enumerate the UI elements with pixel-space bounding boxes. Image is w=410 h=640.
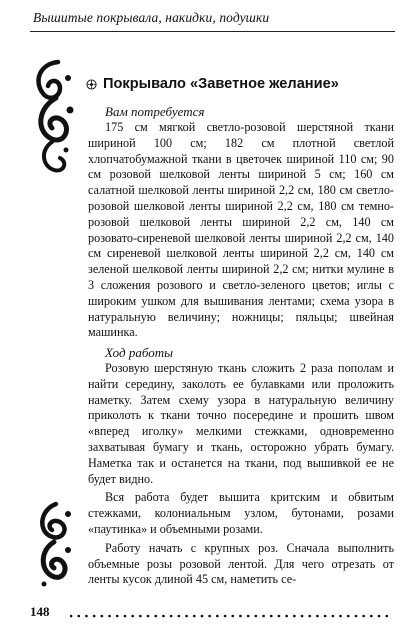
materials-paragraph: 175 см мягкой светло-розовой шерстяной ткани шириной 100 см; 182 см плотной светлой хлопчатобумажной ткани в цветочек шириной 110 см; 90 см розовой шелковой ленты шириной 5 см; 160 см салатной шелковой ленты шириной 2,2 см, 180 см светло-розовой шелковой ленты шириной 2,2 см, 180 см темно-розовой шелковой ленты шириной 2,2 см, 140 см розовато-сиреневой шелковой ленты шириной 2,2 см, 140 см сиреневой шелковой ленты шириной 2,2 см, 140 см зеленой шелковой ленты шириной 2,2 см; нитки мулине в 3 сложения розового и светло-зеленого цветов; иглы с широким ушком для вышивания лентами; схема узора в натуральную величину; ножницы; пяльцы; швейная машинка.	[88, 120, 394, 340]
steps-label: Ход работы	[105, 345, 173, 360]
swirl-ornament-icon	[30, 58, 78, 176]
swirl-ornament-icon	[30, 500, 78, 590]
article-title: Покрывало «Заветное желание»	[103, 76, 339, 92]
steps-paragraph: Вся работа будет вышита критским и обвитым стежками, колониальным узлом, бутонами, розами «паутинка» и объемными розами.	[88, 490, 394, 536]
materials-list	[88, 120, 394, 341]
dotted-rule	[70, 614, 394, 618]
running-head: Вышитые покрывала, накидки, подушки	[33, 10, 270, 25]
steps-paragraph: Работу начать с крупных роз. Сначала выполнить объемные розы розовой лентой. Для чего отрезать от ленты кусок длиной 45 см, наметить се-	[88, 540, 394, 587]
article-heading	[86, 76, 396, 92]
steps-text	[88, 361, 394, 591]
header-rule	[30, 31, 395, 32]
flower-bullet-icon	[86, 79, 97, 90]
materials-label: Вам потребуется	[105, 104, 205, 119]
page-number: 148	[30, 604, 50, 619]
steps-paragraph: Розовую шерстяную ткань сложить 2 раза пополам и найти середину, заколоть ее булавками или проложить наметку. Затем схему узора в натуральную величину приколоть к ткани точно посередине и прошить швом «вперед иголку» мелкими стежками, одновременно захватывая бумагу и ткань, осторожно убрать бумагу. Наметка так и останется на ткани, под вышивкой ее не будет видно.	[88, 361, 394, 486]
